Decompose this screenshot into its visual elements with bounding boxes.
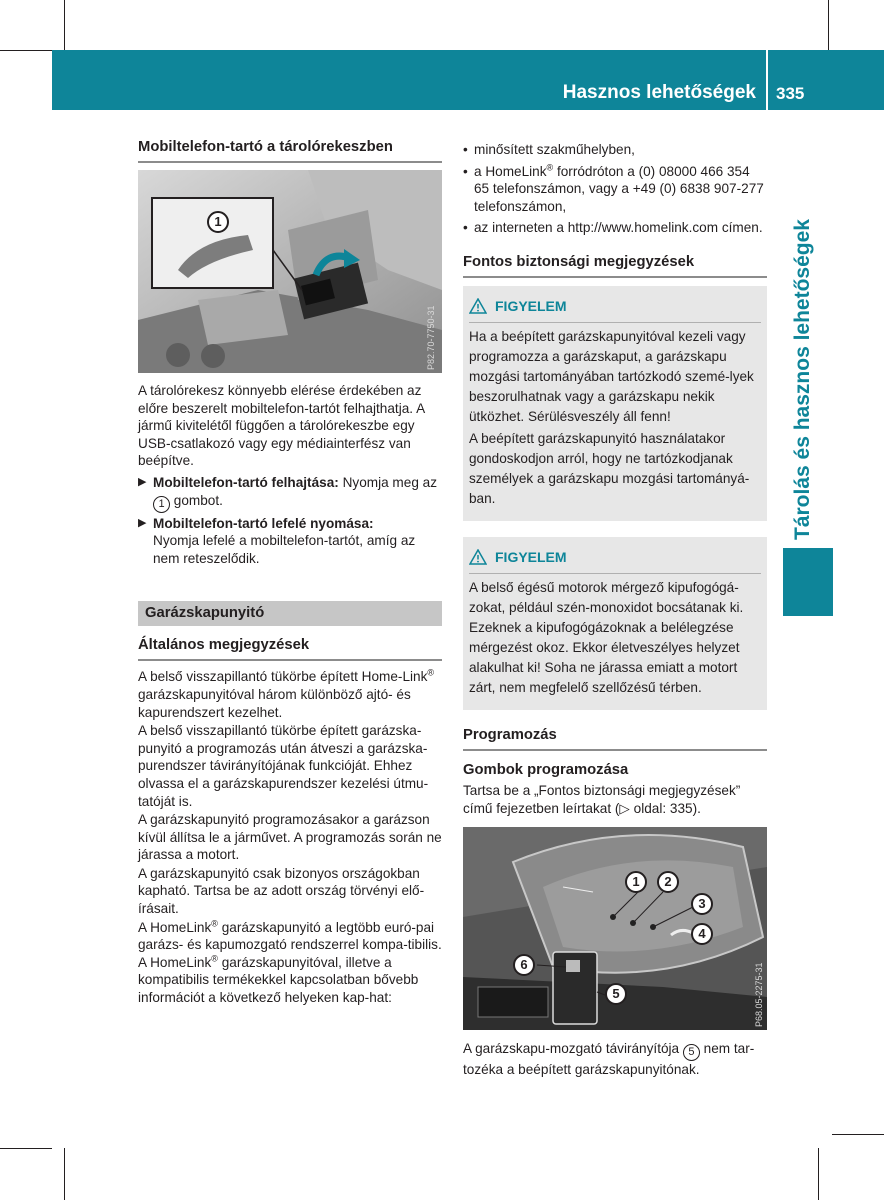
running-header-title: Hasznos lehetőségek xyxy=(562,82,756,103)
crop-mark xyxy=(64,1148,65,1200)
step-label: Mobiltelefon-tartó felhajtása: xyxy=(153,474,339,490)
callout-1: 1 xyxy=(625,871,647,893)
page-number: 335 xyxy=(776,84,805,103)
callout-4: 4 xyxy=(691,923,713,945)
paragraph-buttons: Tartsa be a „Fontos biztonsági megjegyzések” című fejezetben leírtakat (▷ oldal: 335). xyxy=(463,782,741,816)
registered-mark: ® xyxy=(211,953,218,964)
crop-mark xyxy=(832,1134,884,1135)
step-text: Nyomja meg az xyxy=(342,474,438,490)
registered-mark: ® xyxy=(546,162,554,173)
figure-caption xyxy=(463,1040,767,1079)
figure-phone-holder xyxy=(138,170,442,373)
crop-mark xyxy=(0,50,52,51)
caption-text: nem tar-tozéka a beépített garázskapunyitónak. xyxy=(463,1041,755,1078)
para-text: garázskapunyitó a legtöbb euró-pai garázs- és kapumozgató rendszerrel kompa-tibilis. A HomeLink xyxy=(138,919,442,970)
callout-2: 2 xyxy=(657,871,679,893)
warning-text: Ha a beépített garázskapunyitóval kezeli vagy programozza a garázskaput, a garázskapu mozgási tartományában tartózkodó szemé-lyek beszorulhatnak vagy a garázskapu nekik ütközhet. Sérülésveszély áll fenn! xyxy=(469,328,754,424)
para-text: garázskapunyitóval három különböző ajtó- és kapurendszert kezelhet. xyxy=(138,686,411,720)
arrow-right-icon: ▶ xyxy=(138,475,147,488)
list-item-text: a HomeLink xyxy=(474,163,547,179)
paragraph-intro: A tárolórekesz könnyebb elérése érdekében az előre beszerelt mobiltelefon-tartót felhajthatja. A jármű kivitelétől függően a tárolórekeszbe egy USB-csatlakozó vagy egy médiainterfész van beépítve. xyxy=(138,383,425,469)
crop-mark xyxy=(0,1148,52,1149)
caption-text: A garázskapu-mozgató távirányítója xyxy=(463,1041,680,1057)
phone-holder-illustration xyxy=(138,170,442,373)
step-fold-up xyxy=(138,474,442,513)
figure-code: P82.70-7750-31 xyxy=(426,305,436,370)
list-item: • az interneten a http://www.homelink.com címen. xyxy=(463,220,763,236)
warning-text: A beépített garázskapunyitó használatakor gondoskodjon arról, hogy ne tartózkodjanak személyek a garázskapu mozgási tartományá-ban. xyxy=(469,430,750,506)
list-item-text: az interneten a http://www.homelink.com címen. xyxy=(474,220,763,236)
paragraph-1 xyxy=(138,668,442,721)
heading-button-programming: Gombok programozása xyxy=(463,761,629,778)
inline-callout: 1 xyxy=(153,496,170,513)
list-item: • a HomeLink® forródróton a (0) 08000 466 354 65 telefonszámon, vagy a +49 (0) 6838 907-277 telefonszámon, xyxy=(463,162,764,214)
side-tab-marker xyxy=(783,548,833,616)
crop-mark xyxy=(818,1148,819,1200)
heading-safety-notes: Fontos biztonsági megjegyzések xyxy=(463,253,767,278)
figure-mirror-buttons xyxy=(463,827,767,1030)
header-separator xyxy=(766,50,768,110)
section-heading-phone-holder: Mobiltelefon-tartó a tárolórekeszben xyxy=(138,138,442,163)
paragraph-2: A belső visszapillantó tükörbe épített garázska-punyitó a programozás után átveszi a garázska-purendszer távirányítójának funkcióját. Ehhez olvassa el a garázskapurendszer kezelési útmu-tatóját is. xyxy=(138,723,429,809)
step-label: Mobiltelefon-tartó lefelé nyomása: xyxy=(153,515,374,531)
warning-triangle-icon xyxy=(469,298,487,314)
warning-box-2 xyxy=(463,537,767,710)
header-band xyxy=(52,50,884,110)
arrow-right-icon: ▶ xyxy=(138,516,147,529)
step-push-down xyxy=(138,515,442,568)
warning-title xyxy=(469,547,761,574)
warning-title-text: FIGYELEM xyxy=(495,297,567,314)
paragraph-5 xyxy=(138,919,442,1007)
warning-title xyxy=(469,296,761,323)
callout-1: 1 xyxy=(207,211,229,233)
registered-mark: ® xyxy=(427,667,435,678)
callout-6: 6 xyxy=(513,954,535,976)
section-heading-garage-opener: Garázskapunyitó xyxy=(138,601,442,626)
warning-triangle-icon xyxy=(469,549,487,565)
crop-mark xyxy=(828,0,829,52)
side-tab-title: Tárolás és hasznos lehetőségek xyxy=(791,219,814,540)
inline-callout: 5 xyxy=(683,1044,700,1061)
para-text: A belső visszapillantó tükörbe épített Home-Link xyxy=(138,669,428,685)
left-column xyxy=(138,138,442,1008)
step-text: gombot. xyxy=(173,492,223,508)
warning-title-text: FIGYELEM xyxy=(495,548,567,565)
para-text: garázskapunyitóval, illetve a kompatibilis termékekkel kapcsolatban bővebb információt a következő helyeken kap-hat: xyxy=(138,954,419,1006)
paragraph-4: A garázskapunyitó csak bizonyos országokban kapható. Tartsa be az adott ország törvényi elő-írásait. xyxy=(138,865,425,917)
callout-5: 5 xyxy=(605,983,627,1005)
callout-3: 3 xyxy=(691,893,713,915)
paragraph-3: A garázskapunyitó programozásakor a garázson kívül állítsa le a járművet. A programozás során ne járassa a motort. xyxy=(138,812,442,863)
warning-text: A belső égésű motorok mérgező kipufogógá-zokat, például szén-monoxidot bocsátanak ki. Ezeknek a kipufogógázoknak a belélegzése mérgezést okoz. Ekkor életveszélyes helyzet alakulhat ki! Soha ne járassa emiatt a motort zárt, nem megfelelő szellőzésű térben. xyxy=(469,579,744,695)
step-text: Nyomja lefelé a mobiltelefon-tartót, amíg az nem reteszelődik. xyxy=(153,533,416,566)
crop-mark xyxy=(64,0,65,52)
heading-programming: Programozás xyxy=(463,726,767,751)
list-item-text: minősített szakműhelyben, xyxy=(474,142,635,157)
right-column xyxy=(463,141,767,1080)
warning-box-1 xyxy=(463,286,767,521)
list-item-text: forródróton a (0) 08000 466 354 65 telefonszámon, vagy a +49 (0) 6838 907-277 telefonszámon, xyxy=(474,163,764,214)
list-item: • minősített szakműhelyben, xyxy=(463,142,635,157)
para-text: A HomeLink xyxy=(138,919,212,935)
figure-code: P68.05-2275-31 xyxy=(754,962,764,1028)
registered-mark: ® xyxy=(211,918,218,929)
heading-general-notes: Általános megjegyzések xyxy=(138,636,442,661)
